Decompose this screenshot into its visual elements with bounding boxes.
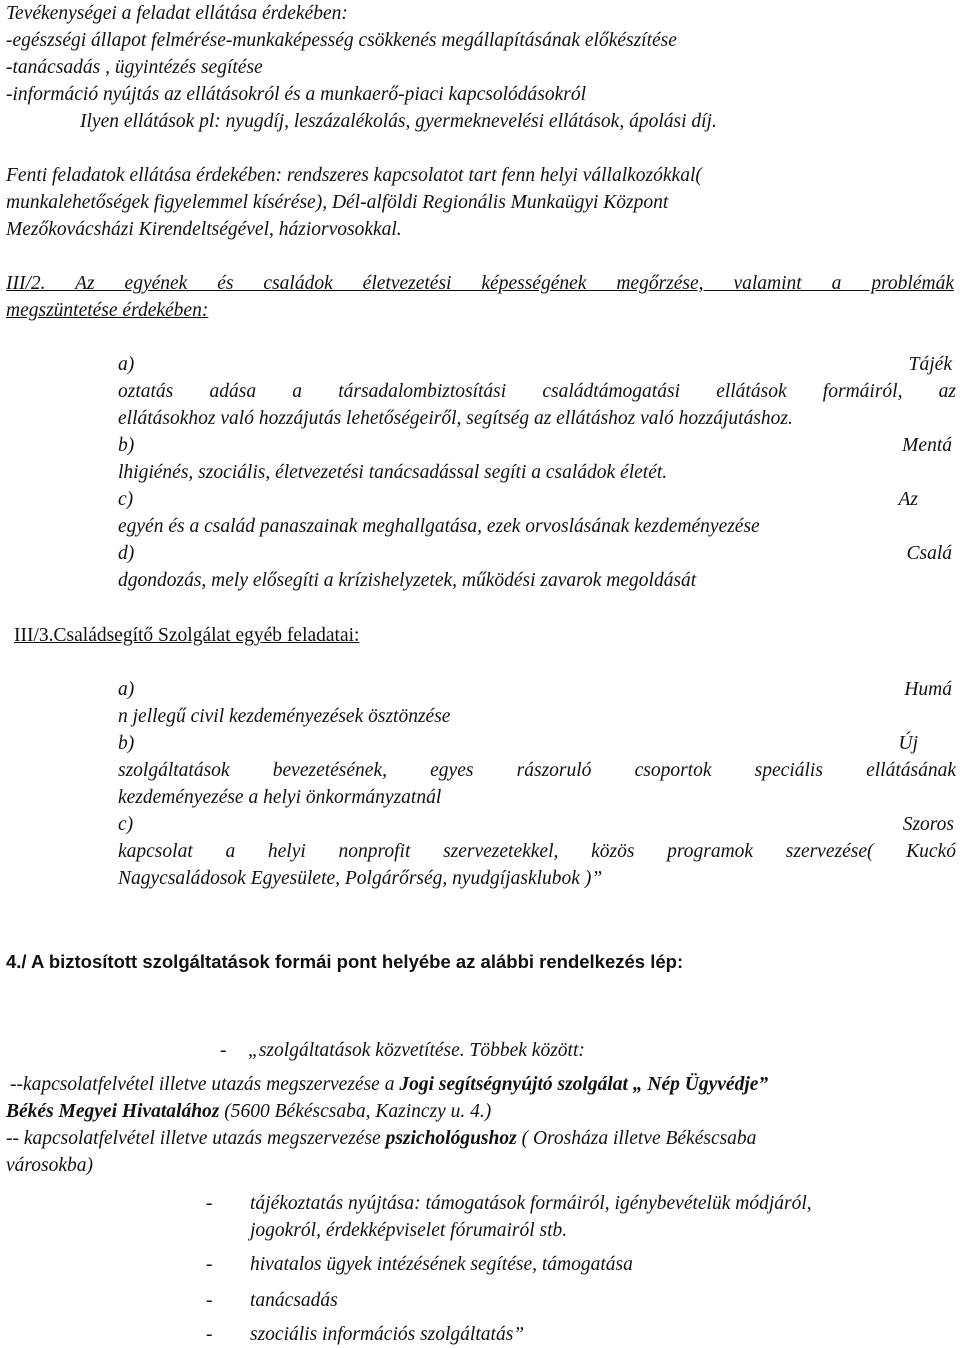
office-address: (5600 Békéscsaba, Kazinczy u. 4.)	[219, 1101, 492, 1122]
intro-item: -információ nyújtás az ellátásokról és a munkaerő-piaci kapcsolódásokról	[6, 84, 587, 105]
contact-line: városokba)	[6, 1155, 94, 1176]
paragraph-line: munkalehetőségek figyelemmel kísérése), Dél-alföldi Regionális Munkaügyi Központ	[6, 192, 669, 213]
psychologist-label: pszichológushoz	[385, 1128, 517, 1149]
contact-line	[6, 1125, 756, 1152]
section-iii3-title: III/3.Családsegítő Szolgálat egyéb feladatai:	[14, 625, 360, 646]
item-letter: b)	[118, 435, 135, 456]
contact-line-prefix: --kapcsolatfelvétel illetve utazás megszervezése a	[10, 1074, 400, 1095]
item-word: Humá	[904, 679, 952, 700]
contact-line	[10, 1071, 768, 1098]
bullet-dash: -	[206, 1193, 213, 1214]
legal-aid-name: Jogi segítségnyújtó szolgálat „ Nép Ügyvédje”	[399, 1074, 769, 1095]
item-line: ellátásokhoz való hozzájutás lehetőségeiről, segítség az ellátáshoz való hozzájutáshoz.	[118, 408, 793, 429]
office-name: Békés Megyei Hivatalához	[6, 1101, 220, 1122]
item-letter: b)	[118, 733, 135, 754]
item-word: Szoros	[902, 814, 954, 835]
intro-heading: Tevékenységei a feladat ellátása érdekében:	[6, 3, 348, 24]
item-line: szolgáltatások bevezetésének, egyes rászoruló csoportok speciális ellátásának	[118, 760, 956, 781]
item-letter: c)	[118, 814, 134, 835]
quote-dash: -	[220, 1040, 227, 1061]
item-line: kapcsolat a helyi nonprofit szervezetekkel, közös programok szervezése( Kuckó	[118, 841, 956, 862]
item-line: lhigiénés, szociális, életvezetési tanácsadással segíti a családok életét.	[118, 462, 668, 483]
item-line: Nagycsaládosok Egyesülete, Polgárőrség, nyudgíjasklubok )”	[118, 868, 603, 889]
bullet-dash: -	[206, 1324, 213, 1345]
item-line: dgondozás, mely elősegíti a krízishelyzetek, működési zavarok megoldását	[118, 570, 697, 591]
contact-line-rest: ( Orosháza illetve Békéscsaba	[516, 1128, 757, 1149]
item-letter: c)	[118, 489, 134, 510]
intro-item: -tanácsadás , ügyintézés segítése	[6, 57, 263, 78]
intro-item: -egészségi állapot felmérése-munkaképesség csökkenés megállapításának előkészítése	[6, 30, 677, 51]
item-word: Új	[898, 733, 918, 754]
bullet-line: tájékoztatás nyújtása: támogatások formáiról, igénybevételük módjáról,	[250, 1193, 812, 1214]
item-line: oztatás adása a társadalombiztosítási családtámogatási ellátások formáiról, az	[118, 381, 956, 402]
bullet-line: tanácsadás	[250, 1290, 338, 1311]
item-line: egyén és a család panaszainak meghallgatása, ezek orvoslásának kezdeményezése	[118, 516, 760, 537]
contact-line	[6, 1098, 491, 1125]
item-word: Az	[898, 489, 918, 510]
bullet-line: hivatalos ügyek intézésének segítése, támogatása	[250, 1254, 633, 1275]
paragraph-line: Fenti feladatok ellátása érdekében: rendszeres kapcsolatot tart fenn helyi vállalkozókkal(	[6, 165, 702, 186]
contact-line-prefix: -- kapcsolatfelvétel illetve utazás megszervezése	[6, 1128, 386, 1149]
item-line: n jellegű civil kezdeményezések ösztönzése	[118, 706, 451, 727]
item-word: Csalá	[906, 543, 952, 564]
item-word: Mentá	[902, 435, 952, 456]
bullet-line: szociális információs szolgáltatás”	[250, 1324, 525, 1345]
quote-text: „szolgáltatások közvetítése. Többek között:	[248, 1040, 585, 1061]
item-line: kezdeményezése a helyi önkormányzatnál	[118, 787, 442, 808]
section-iii2-title-cont: megszüntetése érdekében:	[6, 300, 209, 321]
item-word: Tájék	[908, 354, 952, 375]
item-letter: a)	[118, 354, 135, 375]
item-letter: d)	[118, 543, 135, 564]
section-4-title: 4./ A biztosított szolgáltatások formái pont helyébe az alábbi rendelkezés lép:	[6, 951, 684, 972]
bullet-line: jogokról, érdekképviselet fórumairól stb.	[250, 1220, 568, 1241]
paragraph-line: Mezőkovácsházi Kirendeltségével, háziorvosokkal.	[6, 219, 402, 240]
item-letter: a)	[118, 679, 135, 700]
intro-note: Ilyen ellátások pl: nyugdíj, leszázalékolás, gyermeknevelési ellátások, ápolási díj.	[80, 111, 717, 132]
bullet-dash: -	[206, 1254, 213, 1275]
section-iii2-title: III/2. Az egyének és családok életvezetési képességének megőrzése, valamint a problémák	[6, 273, 954, 294]
bullet-dash: -	[206, 1290, 213, 1311]
